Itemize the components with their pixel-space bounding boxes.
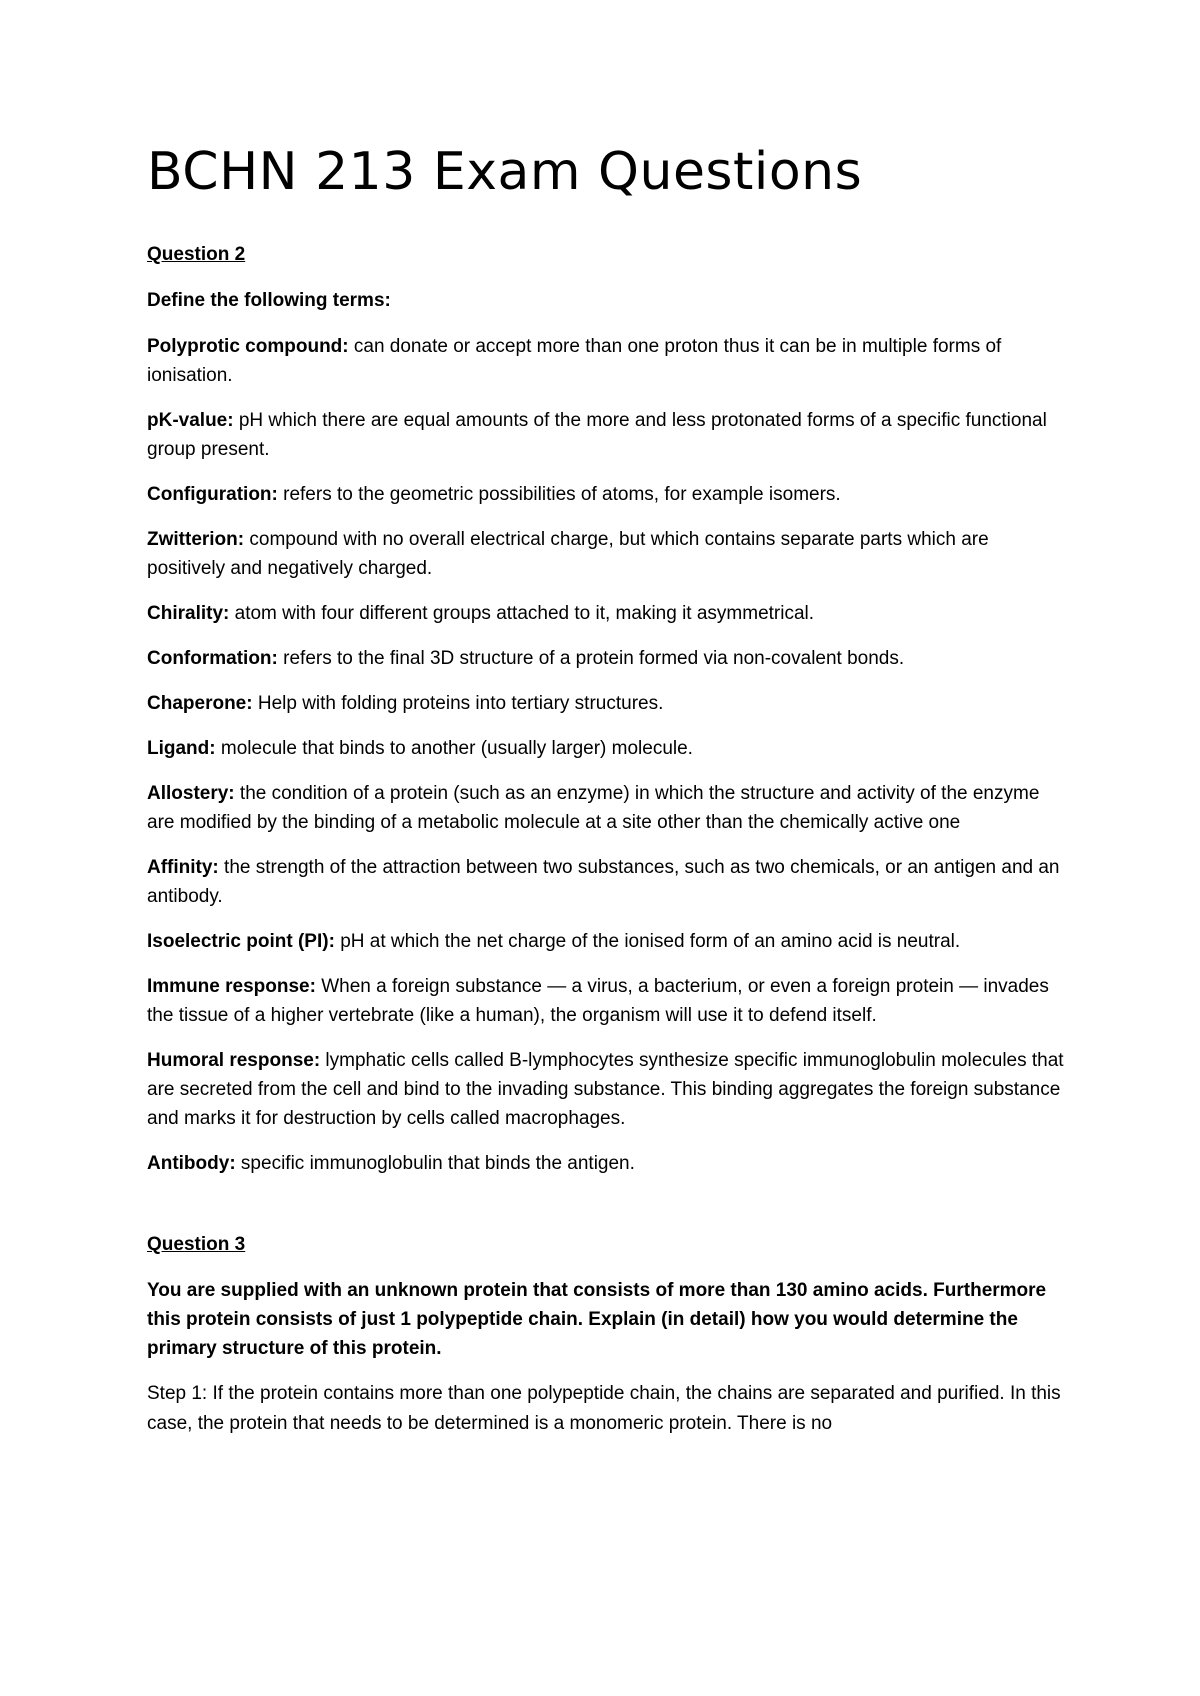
question-2-prompt: Define the following terms: bbox=[147, 290, 391, 311]
term-name: Affinity: bbox=[147, 857, 219, 878]
term-name: Chirality: bbox=[147, 603, 230, 624]
term-text: pH which there are equal amounts of the more and less protonated forms of a specific functional group present. bbox=[147, 410, 1047, 460]
term-text: Help with folding proteins into tertiary structures. bbox=[252, 693, 664, 714]
term-definition bbox=[147, 644, 1067, 673]
term-name: Zwitterion: bbox=[147, 529, 245, 550]
term-text: pH at which the net charge of the ionised form of an amino acid is neutral. bbox=[334, 931, 961, 952]
term-text: When a foreign substance — a virus, a bacterium, or even a foreign protein — invades the tissue of a higher vertebrate (like a human), the organism will use it to defend itself. bbox=[147, 976, 1049, 1026]
term-definition bbox=[147, 972, 1067, 1030]
section-spacer bbox=[147, 1194, 1067, 1232]
term-text: the strength of the attraction between two substances, such as two chemicals, or an antigen and an antibody. bbox=[147, 857, 1060, 907]
term-definition bbox=[147, 406, 1067, 464]
term-text: compound with no overall electrical charge, but which contains separate parts which are positively and negatively charged. bbox=[147, 529, 989, 579]
term-name: Polyprotic compound: bbox=[147, 336, 349, 357]
term-name: Antibody: bbox=[147, 1153, 236, 1174]
term-definition bbox=[147, 853, 1067, 911]
question-3-answer: Step 1: If the protein contains more than one polypeptide chain, the chains are separated and purified. In this case, the protein that needs to be determined is a monomeric protein. There is no bbox=[147, 1383, 1061, 1434]
question-2-section bbox=[147, 242, 1067, 1178]
term-name: Chaperone: bbox=[147, 693, 253, 714]
term-name: Isoelectric point (PI): bbox=[147, 931, 335, 952]
term-definition bbox=[147, 927, 1067, 956]
term-text: refers to the final 3D structure of a protein formed via non-covalent bonds. bbox=[277, 648, 905, 669]
term-name: Allostery: bbox=[147, 783, 235, 804]
question-3-prompt: You are supplied with an unknown protein that consists of more than 130 amino acids. Furthermore this protein consists of just 1 polypeptide chain. Explain (in detail) how you would determine the primary structure of this protein. bbox=[147, 1280, 1047, 1359]
question-2-heading: Question 2 bbox=[147, 244, 246, 265]
term-text: lymphatic cells called B-lymphocytes synthesize specific immunoglobulin molecules that are secreted from the cell and bind to the invading substance. This binding aggregates the foreign substance and marks it for destruction by cells called macrophages. bbox=[147, 1050, 1064, 1129]
term-definition bbox=[147, 599, 1067, 628]
term-text: can donate or accept more than one proton thus it can be in multiple forms of ionisation. bbox=[147, 336, 1002, 386]
term-definition bbox=[147, 480, 1067, 509]
term-definition bbox=[147, 734, 1067, 763]
document-body bbox=[147, 140, 1067, 1439]
term-definition bbox=[147, 332, 1067, 390]
term-definition bbox=[147, 1149, 1067, 1178]
term-definition bbox=[147, 689, 1067, 718]
term-name: Humoral response: bbox=[147, 1050, 321, 1071]
term-text: specific immunoglobulin that binds the antigen. bbox=[235, 1153, 635, 1174]
question-3-heading: Question 3 bbox=[147, 1234, 246, 1255]
term-definition bbox=[147, 779, 1067, 837]
term-name: Conformation: bbox=[147, 648, 278, 669]
term-name: Ligand: bbox=[147, 738, 216, 759]
term-text: atom with four different groups attached to it, making it asymmetrical. bbox=[229, 603, 815, 624]
term-text: refers to the geometric possibilities of atoms, for example isomers. bbox=[277, 484, 841, 505]
term-text: molecule that binds to another (usually larger) molecule. bbox=[215, 738, 693, 759]
term-name: pK-value: bbox=[147, 410, 234, 431]
term-definition bbox=[147, 1046, 1067, 1133]
document-title: BCHN 213 Exam Questions bbox=[147, 142, 863, 202]
term-definition bbox=[147, 525, 1067, 583]
term-name: Configuration: bbox=[147, 484, 278, 505]
term-text: the condition of a protein (such as an enzyme) in which the structure and activity of the enzyme are modified by the binding of a metabolic molecule at a site other than the chemically active one bbox=[147, 783, 1040, 833]
question-3-section bbox=[147, 1232, 1067, 1439]
term-name: Immune response: bbox=[147, 976, 316, 997]
term-list bbox=[147, 332, 1067, 1178]
